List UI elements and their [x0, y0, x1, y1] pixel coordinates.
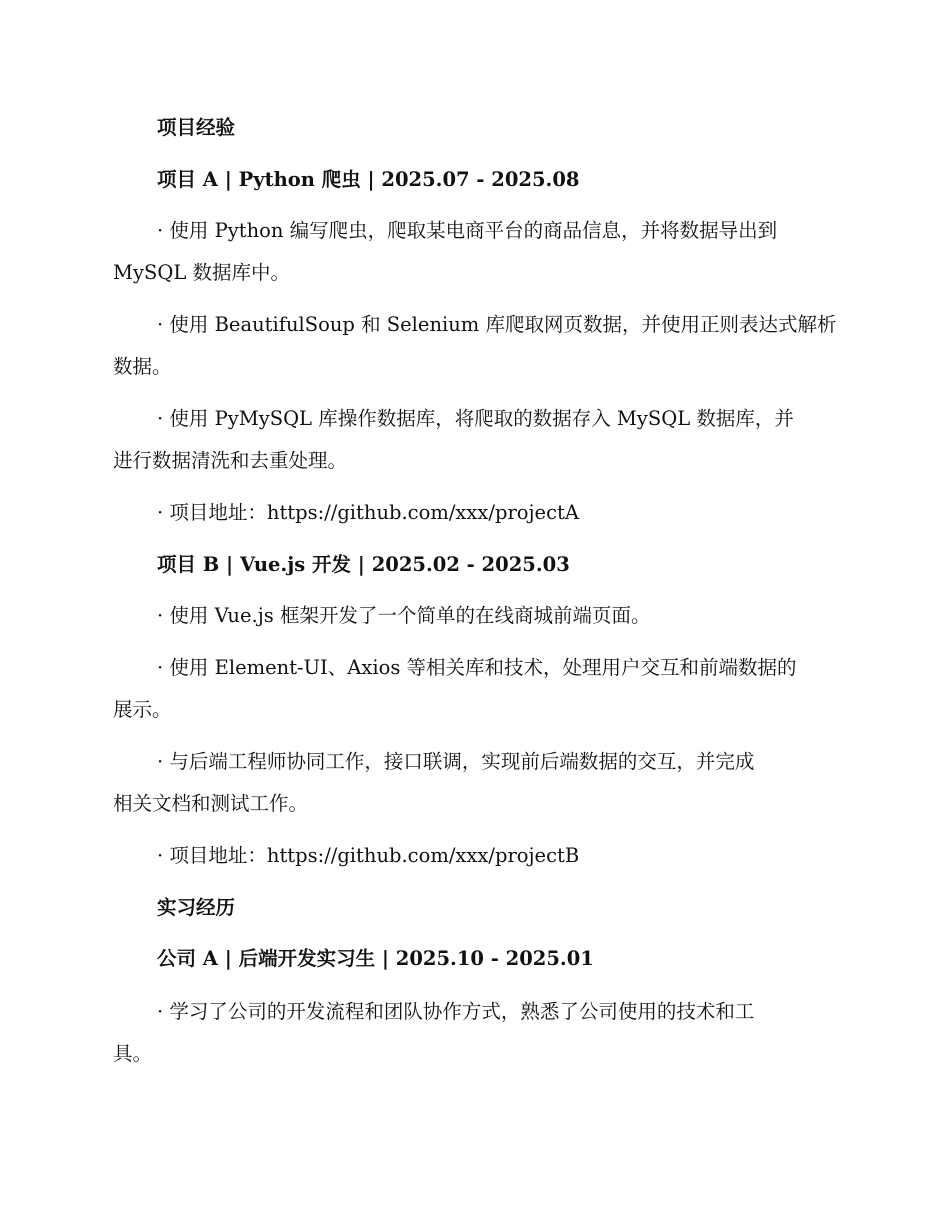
project-a-bullet-2: · 使用 BeautifulSoup 和 Selenium 库爬取网页数据，并使用正则表达式解析 — [157, 313, 837, 336]
project-b-bullet-2: · 使用 Element-UI、Axios 等相关库和技术，处理用户交互和前端数据的 — [157, 656, 797, 679]
project-b-heading: 项目 B | Vue.js 开发 | 2025.02 - 2025.03 — [157, 553, 570, 576]
section-title-projects: 项目经验 — [157, 116, 236, 139]
project-a-bullet-3-cont: 进行数据清洗和去重处理。 — [113, 449, 348, 472]
company-a-heading: 公司 A | 后端开发实习生 | 2025.10 - 2025.01 — [157, 947, 594, 970]
project-b-bullet-3-cont: 相关文档和测试工作。 — [113, 792, 309, 815]
section-title-internship: 实习经历 — [157, 896, 236, 919]
project-a-bullet-2-cont: 数据。 — [113, 355, 172, 378]
project-b-bullet-1: · 使用 Vue.js 框架开发了一个简单的在线商城前端页面。 — [157, 604, 651, 627]
company-a-bullet-1: · 学习了公司的开发流程和团队协作方式，熟悉了公司使用的技术和工 — [157, 1000, 755, 1023]
project-b-address: · 项目地址：https://github.com/xxx/projectB — [157, 844, 580, 867]
project-a-heading: 项目 A | Python 爬虫 | 2025.07 - 2025.08 — [157, 168, 580, 191]
project-a-address: · 项目地址：https://github.com/xxx/projectA — [157, 501, 579, 524]
project-a-bullet-1: · 使用 Python 编写爬虫，爬取某电商平台的商品信息，并将数据导出到 — [157, 219, 778, 242]
company-a-bullet-1-cont: 具。 — [113, 1042, 153, 1065]
project-a-bullet-3: · 使用 PyMySQL 库操作数据库，将爬取的数据存入 MySQL 数据库，并 — [157, 407, 794, 430]
project-a-bullet-1-cont: MySQL 数据库中。 — [113, 261, 290, 284]
project-b-bullet-3: · 与后端工程师协同工作，接口联调，实现前后端数据的交互，并完成 — [157, 750, 755, 773]
project-b-bullet-2-cont: 展示。 — [113, 698, 172, 721]
